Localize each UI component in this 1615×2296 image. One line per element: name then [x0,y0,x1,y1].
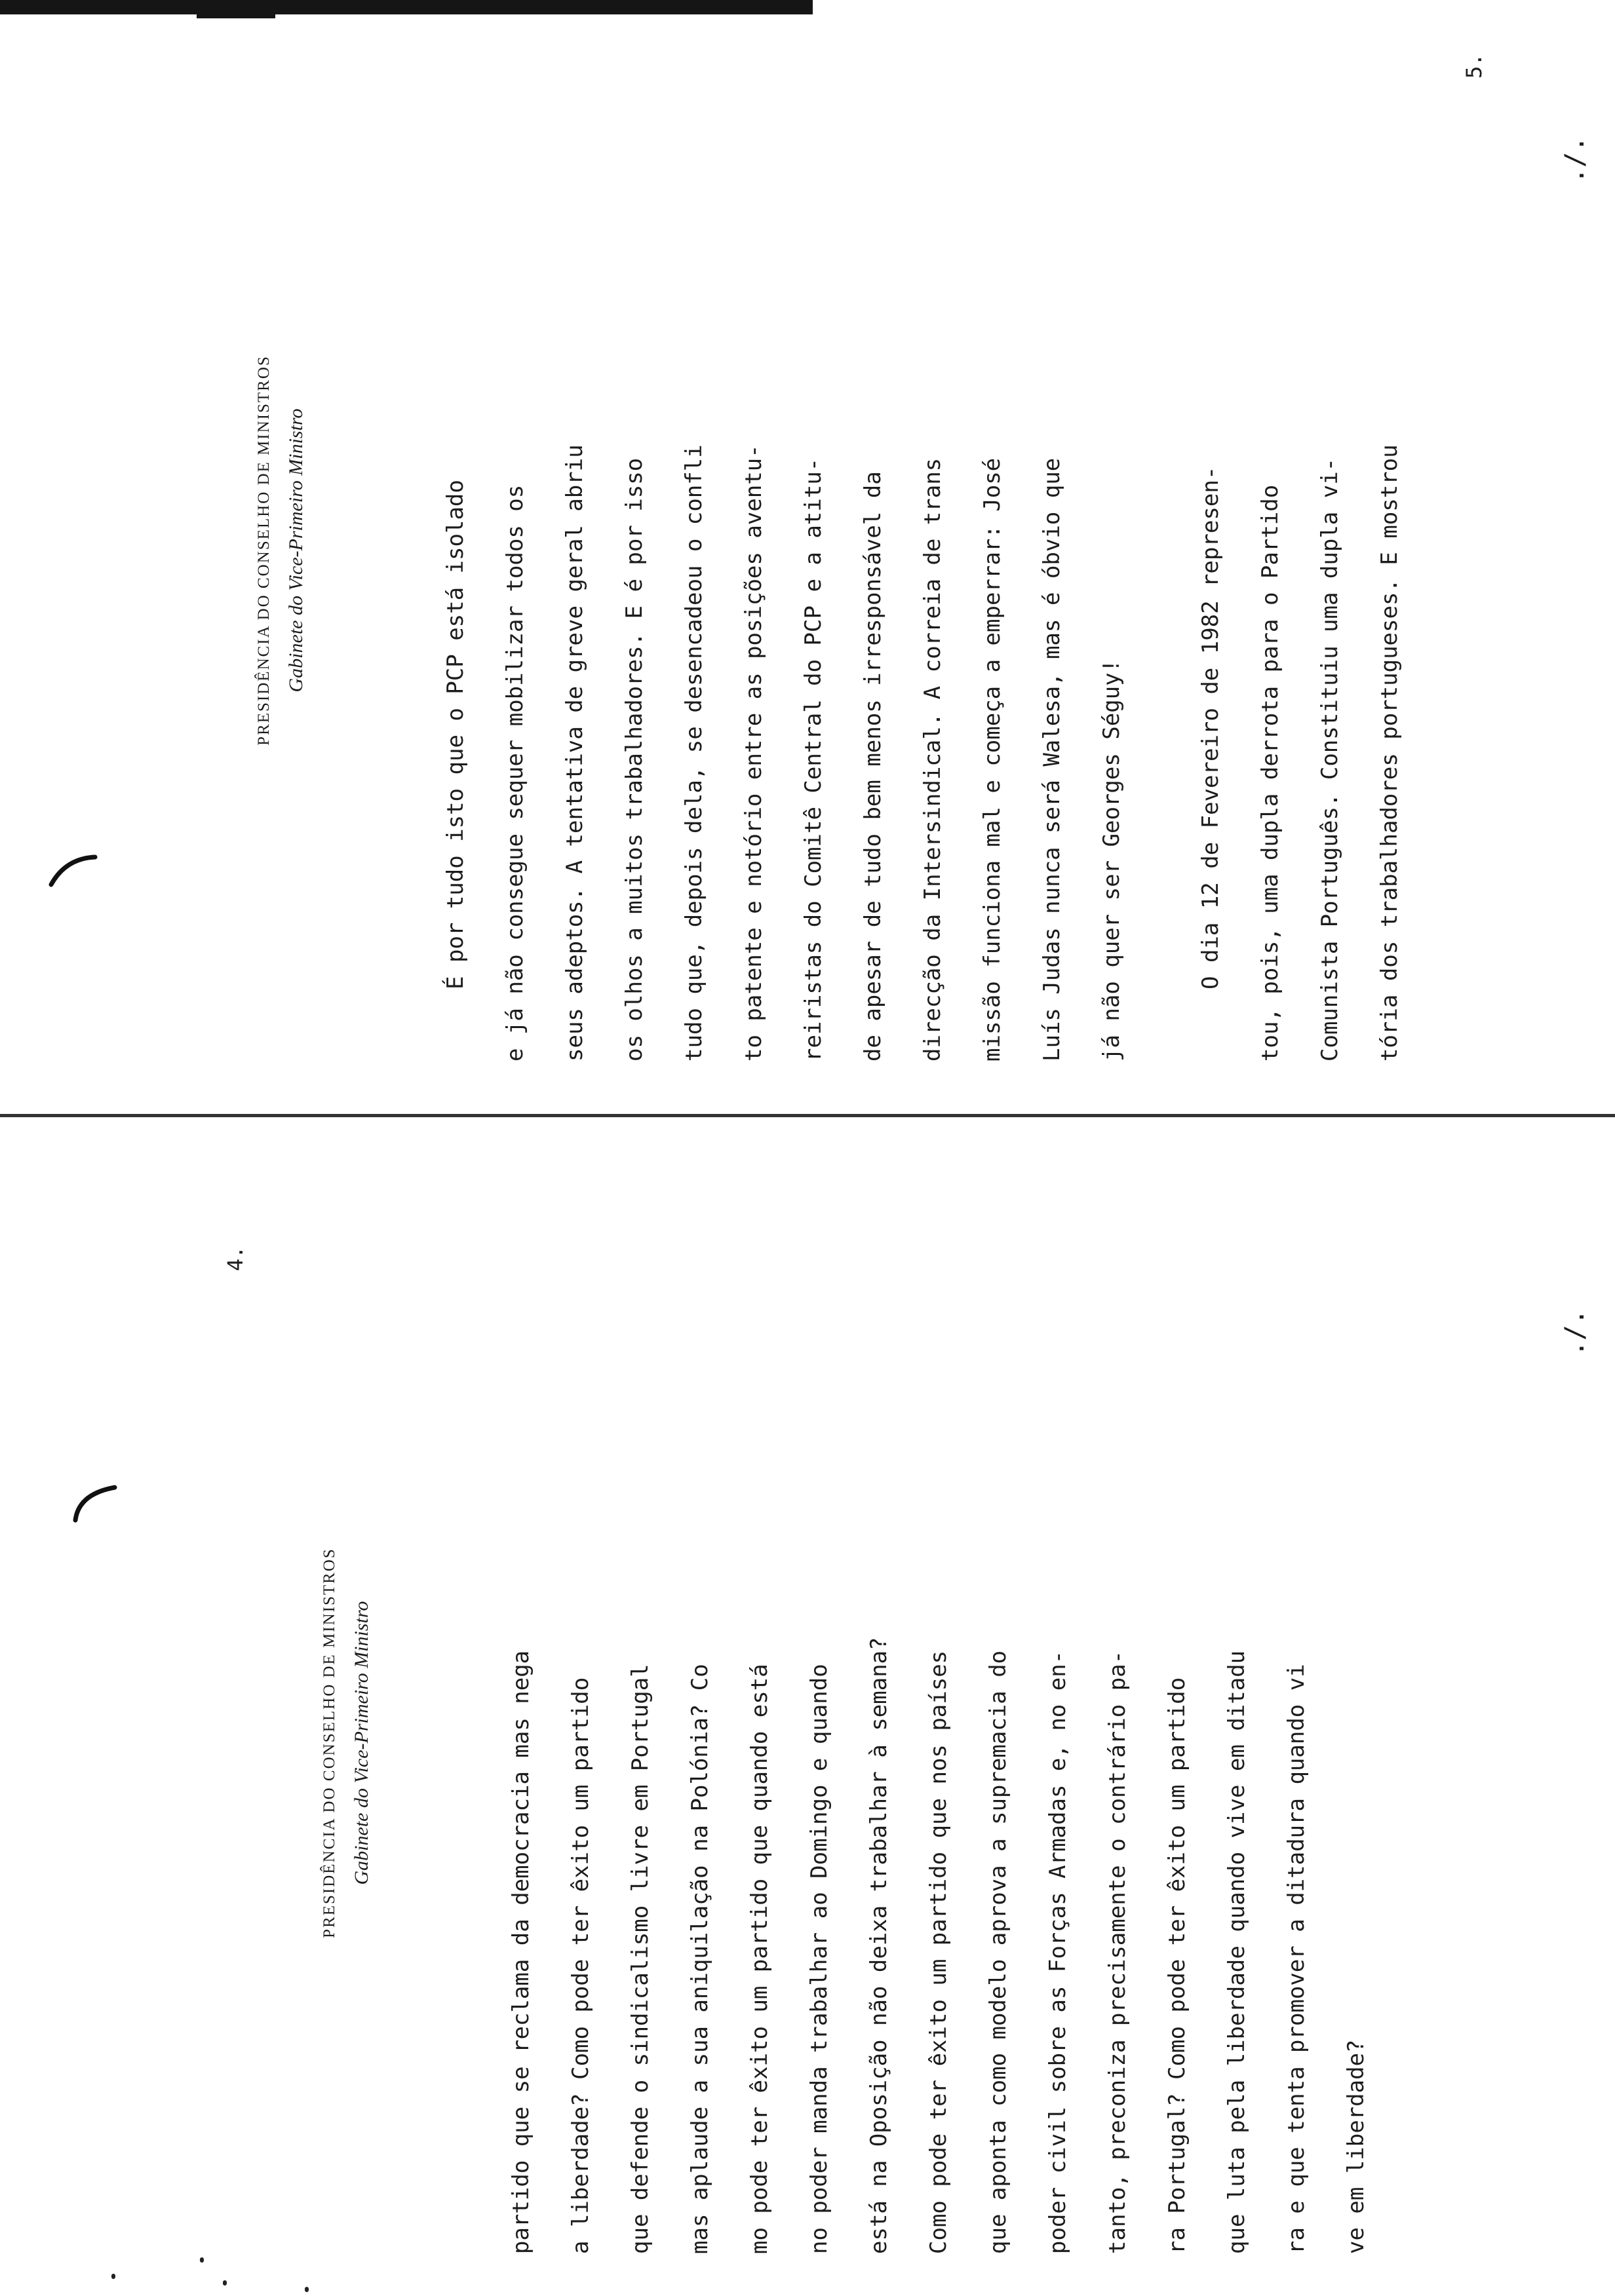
continuation-mark: ./. [1560,1309,1590,1356]
text-line: to patente e notório entre as posições aventu- [741,444,767,1062]
text-line: Como pode ter êxito um partido que nos países [925,1650,952,2254]
text-line: mo pode ter êxito um partido que quando está [747,1664,773,2254]
text-line: tou, pois, uma dupla derrota para o Partido [1257,484,1283,1062]
text-line: ra Portugal? Como pode ter êxito um partido [1164,1677,1190,2254]
body-text [426,444,1420,1062]
page-fold-line [0,1114,1615,1117]
top-edge-shadow [0,0,813,14]
letterhead-subtitle: Gabinete do Vice-Primeiro Ministro [285,408,307,693]
text-line: missão funciona mal e começa a emperrar: José [979,457,1005,1062]
top-edge-shadow-accent [197,14,275,18]
text-line: está na Oposição não deixa trabalhar à semana? [866,1637,892,2254]
text-line: direcção da Intersindical. A correia de trans [920,457,946,1062]
document-page-4 [33,1219,1590,2267]
page-number: 4. [223,1246,248,1271]
letterhead [256,26,306,1075]
text-line: reiristas do Comitê Central do PCP e a atitu- [800,457,827,1062]
speck [305,2287,309,2292]
letterhead-subtitle: Gabinete do Vice-Primeiro Ministro [351,1601,372,1885]
text-line: O dia 12 de Fevereiro de 1982 represen- [1197,466,1224,989]
text-line: que aponta como modelo aprova a supremacia do [985,1650,1011,2254]
text-line: que luta pela liberdade quando vive em ditadu [1224,1650,1250,2254]
text-line: seus adeptos. A tentativa de greve geral abriu [562,444,588,1062]
text-line: Luís Judas nunca será Walesa, mas é óbvio que [1039,457,1065,1062]
text-line: os olhos a muitos trabalhadores. E é por isso [621,457,648,1062]
document-page-5 [33,26,1590,1075]
text-line: a liberdade? Como pode ter êxito um partido [568,1677,594,2254]
speck [111,2274,115,2279]
text-line: tória dos trabalhadores portugueses. E mostrou [1376,444,1403,1062]
text-line: partido que se reclama da democracia mas nega [508,1650,534,2254]
text-line: no poder manda trabalhar ao Domingo e quando [806,1664,832,2254]
letterhead-title: PRESIDÊNCIA DO CONSELHO DE MINISTROS [255,355,273,746]
text-line: Comunista Português. Constituiu uma dupla vi- [1317,457,1343,1062]
speck [223,2280,227,2286]
text-line: já não quer ser Georges Séguy! [1099,659,1125,1062]
text-line: mas aplaude a sua aniquilação na Polónia? Co [687,1664,713,2254]
continuation-mark: ./. [1560,136,1590,183]
text-line: É por tudo isto que o PCP está isolado [442,480,469,989]
body-text [492,1637,1386,2254]
text-line: que defende o sindicalismo livre em Portugal [627,1664,653,2254]
letterhead [321,1219,372,2267]
page-number: 5. [1462,53,1487,79]
text-line: e já não consegue sequer mobilizar todos os [502,484,528,1062]
text-line: poder civil sobre as Forças Armadas e, no en- [1045,1650,1071,2254]
text-line: tanto, preconiza precisamente o contrário pa- [1104,1650,1131,2254]
letterhead-title: PRESIDÊNCIA DO CONSELHO DE MINISTROS [321,1548,338,1938]
text-line: ve em liberdade? [1343,2039,1369,2254]
text-line: de apesar de tudo bem menos irresponsável da [860,471,886,1062]
text-line: tudo que, depois dela, se desencadeou o confli [681,444,707,1062]
text-line: ra e que tenta promover a ditadura quando vi [1283,1664,1310,2254]
